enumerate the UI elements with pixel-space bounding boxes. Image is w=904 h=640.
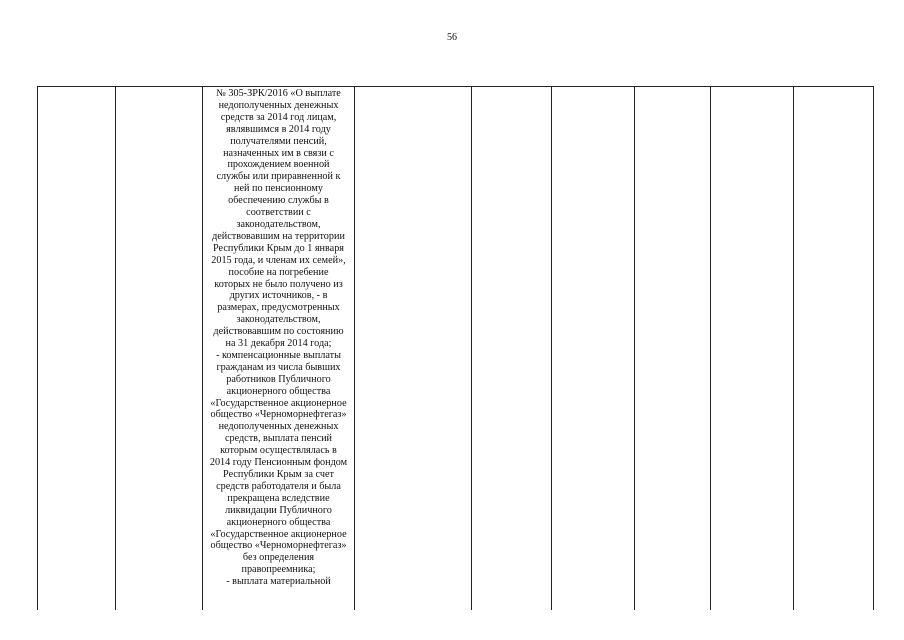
table-cell-col-8 [711,87,794,611]
description-line: средств, выплата пенсий [224,433,332,445]
table-cell-description [203,87,355,611]
description-line: № 305-ЗРК/2016 «О выплате [216,88,341,99]
description-line: получателями пенсий, [230,135,327,147]
description-line: соответствии с [246,207,311,219]
description-line: 2015 года, и членам их семей», [211,254,346,266]
description-line: общество «Черноморнефтегаз» [210,409,347,421]
description-line: на 31 декабря 2014 года; [225,338,332,350]
description-line: действовавшим на территории [212,230,345,242]
description-line: законодательством, [236,314,321,326]
description-line: пособие на погребение [228,266,329,278]
description-line: других источников, - в [229,290,328,302]
description-line: правопреемника; [241,564,316,576]
table-cell-col-2 [116,87,203,611]
description-line: без определения [242,552,315,564]
description-line: прекращена вследствие [227,492,330,504]
description-line: Республики Крым за счет [223,469,334,480]
description-line: действовавшим по состоянию [213,326,344,338]
description-line: размерах, предусмотренных [217,302,340,314]
description-line: законодательством, [236,218,321,230]
description-line: «Государственное акционерное [210,397,347,409]
table-cell-col-6 [552,87,635,611]
page-number: 56 [447,32,457,43]
description-line: обеспечению службы в [228,195,329,207]
description-line: недополученных денежных [218,99,339,111]
description-line: которым осуществлялась в [220,445,337,457]
description-line: назначенных им в связи с [223,147,334,159]
description-line: «Государственное акционерное [210,528,347,540]
table-cell-col-5 [472,87,552,611]
description-line: являвшимся в 2014 году [226,123,331,135]
description-line: акционерного общества [226,516,331,528]
description-line: - выплата материальной [226,576,331,588]
description-line: средств за 2014 год лицам, [220,111,337,123]
description-line: прохождением военной [227,159,330,171]
description-line: - компенсационные выплаты [216,349,341,361]
table-cell-col-4 [355,87,472,611]
table-row [38,87,874,611]
description-line: ликвидации Публичного [225,504,332,516]
table-cell-col-1 [38,87,116,611]
description-line: которых не было получено из [214,278,343,290]
description-line: акционерного общества [226,385,331,397]
description-line: 2014 году Пенсионным фондом [209,457,348,469]
description-line: недополученных денежных [218,421,339,433]
description-line: средств работодателя и была [216,480,341,492]
description-line: гражданам из числа бывших [216,361,341,373]
description-line: ней по пенсионному [234,183,323,195]
document-table [37,86,874,610]
description-line: общество «Черноморнефтегаз» [210,540,347,552]
description-line: работников Публичного [226,373,331,385]
table-cell-col-9 [794,87,874,611]
description-line: Республики Крым до 1 января [213,242,344,254]
table-cell-col-7 [635,87,711,611]
description-line: службы или приравненной к [216,171,341,183]
